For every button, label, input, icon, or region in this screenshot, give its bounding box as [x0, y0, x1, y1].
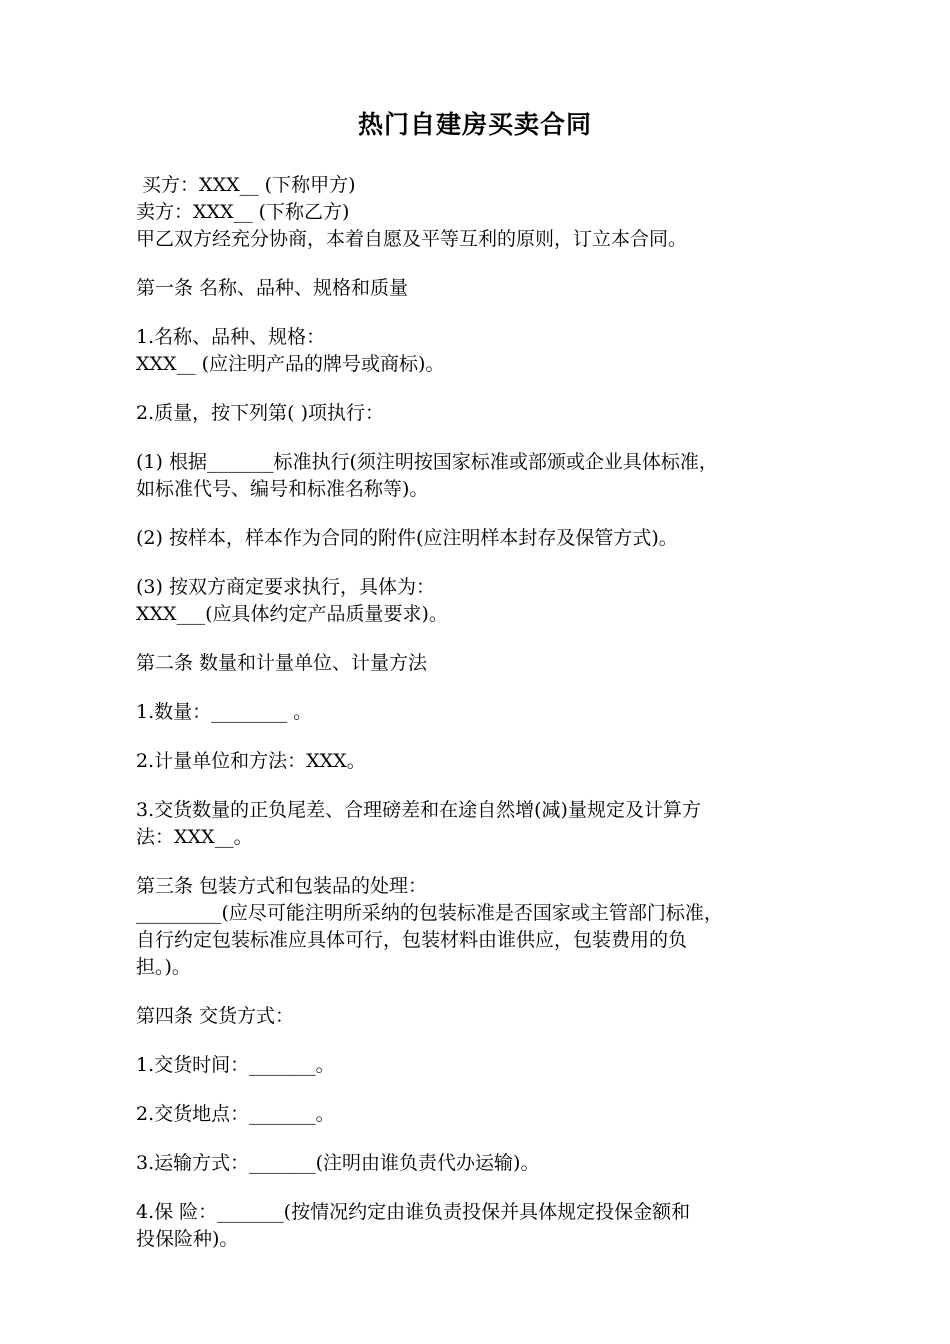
article-2-item-2: 2.计量单位和方法：XXX。 [136, 750, 366, 772]
quality-option-1-cont: 如标准代号、编号和标准名称等)。 [136, 478, 429, 500]
article-2-item-3: 3.交货数量的正负尾差、合理磅差和在途自然增(减)量规定及计算方 [136, 799, 701, 821]
quality-option-2: (2) 按样本，样本作为合同的附件(应注明样本封存及保管方式)。 [136, 527, 678, 549]
article-2-heading: 第二条 数量和计量单位、计量方法 [136, 652, 428, 674]
preamble-line: 甲乙双方经充分协商，本着自愿及平等互利的原则，订立本合同。 [136, 228, 688, 250]
article-1-heading: 第一条 名称、品种、规格和质量 [136, 277, 409, 299]
article-3-detail-3: 担。)。 [136, 956, 191, 978]
article-4-item-4-cont: 投保险种)。 [136, 1228, 239, 1250]
article-4-item-4: 4.保 险：_______(按情况约定由谁负责投保并具体规定投保金额和 [136, 1201, 691, 1223]
article-4-item-1: 1.交货时间：_______。 [136, 1054, 335, 1076]
article-2-item-3-cont: 法：XXX__。 [136, 826, 253, 848]
document-title: 热门自建房买卖合同 [357, 110, 592, 139]
article-1-item-1: 1.名称、品种、规格： [136, 326, 326, 348]
article-2-item-1: 1.数量：________ 。 [136, 701, 313, 723]
article-3-detail-1: _________(应尽可能注明所采纳的包装标准是否国家或主管部门标准， [136, 902, 723, 924]
article-4-heading: 第四条 交货方式： [136, 1005, 295, 1027]
document-body [136, 172, 836, 1253]
quality-option-3: (3) 按双方商定要求执行，具体为： [136, 576, 435, 598]
article-3-detail-2: 自行约定包装标准应具体可行，包装材料由谁供应，包装费用的负 [136, 929, 688, 951]
seller-line: 卖方：XXX__ (下称乙方) [136, 201, 350, 223]
buyer-line: 买方：XXX__ (下称甲方) [136, 174, 356, 196]
quality-option-3-detail: XXX___(应具体约定产品质量要求)。 [136, 603, 448, 625]
article-1-item-1-detail: XXX__ (应注明产品的牌号或商标)。 [136, 353, 445, 375]
article-1-item-2: 2.质量，按下列第( )项执行： [136, 402, 384, 424]
article-4-item-2: 2.交货地点：_______。 [136, 1103, 335, 1125]
article-4-item-3: 3.运输方式：_______(注明由谁负责代办运输)。 [136, 1152, 540, 1174]
article-3-heading: 第三条 包装方式和包装品的处理： [136, 875, 428, 897]
quality-option-1: (1) 根据_______标准执行(须注明按国家标准或部颁或企业具体标准， [136, 451, 718, 473]
